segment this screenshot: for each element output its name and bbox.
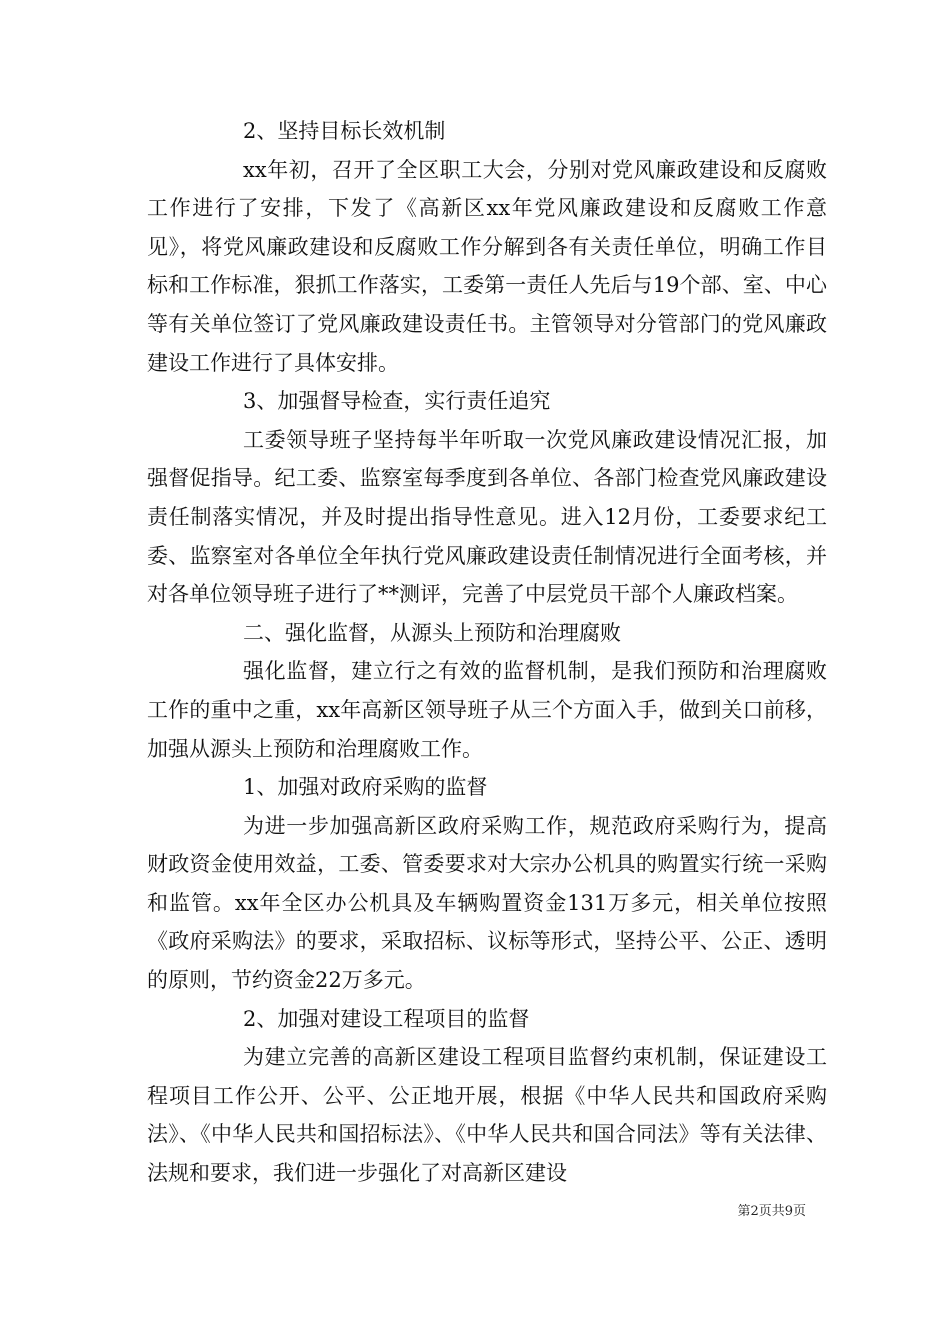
document-body [147, 112, 827, 1193]
section-heading: 二、强化监督，从源头上预防和治理腐败 [243, 620, 621, 645]
body-paragraph: 为进一步加强高新区政府采购工作，规范政府采购行为，提高财政资金使用效益，工委、管委要求对大宗办公机具的购置实行统一采购和监管。xx年全区办公机具及车辆购置资金131万多元，相关单位按照《政府采购法》的要求，采取招标、议标等形式，坚持公平、公正、透明的原则，节约资金22万多元。 [147, 813, 827, 993]
section-heading: 3、加强督导检查，实行责任追究 [243, 389, 551, 414]
page-number-footer: 第2页共9页 [737, 1204, 806, 1219]
body-paragraph: 为建立完善的高新区建设工程项目监督约束机制，保证建设工程项目工作公开、公平、公正地开展，根据《中华人民共和国政府采购法》、《中华人民共和国招标法》、《中华人民共和国合同法》等有关法律、法规和要求，我们进一步强化了对高新区建设 [147, 1045, 827, 1186]
body-paragraph: xx年初，召开了全区职工大会，分别对党风廉政建设和反腐败工作进行了安排，下发了《高新区xx年党风廉政建设和反腐败工作意见》，将党风廉政建设和反腐败工作分解到各有关责任单位，明确工作目标和工作标准，狠抓工作落实，工委第一责任人先后与19个部、室、中心等有关单位签订了党风廉政建设责任书。主管领导对分管部门的党风廉政建设工作进行了具体安排。 [147, 157, 827, 375]
section-heading: 2、加强对建设工程项目的监督 [243, 1006, 530, 1031]
body-paragraph: 强化监督，建立行之有效的监督机制，是我们预防和治理腐败工作的重中之重，xx年高新区领导班子从三个方面入手，做到关口前移，加强从源头上预防和治理腐败工作。 [147, 659, 827, 761]
body-paragraph: 工委领导班子坚持每半年听取一次党风廉政建设情况汇报，加强督促指导。纪工委、监察室每季度到各单位、各部门检查党风廉政建设责任制落实情况，并及时提出指导性意见。进入12月份，工委要求纪工委、监察室对各单位全年执行党风廉政建设责任制情况进行全面考核，并对各单位领导班子进行了**测评，完善了中层党员干部个人廉政档案。 [147, 427, 827, 607]
section-heading: 2、坚持目标长效机制 [243, 119, 446, 143]
section-heading: 1、加强对政府采购的监督 [243, 775, 488, 800]
